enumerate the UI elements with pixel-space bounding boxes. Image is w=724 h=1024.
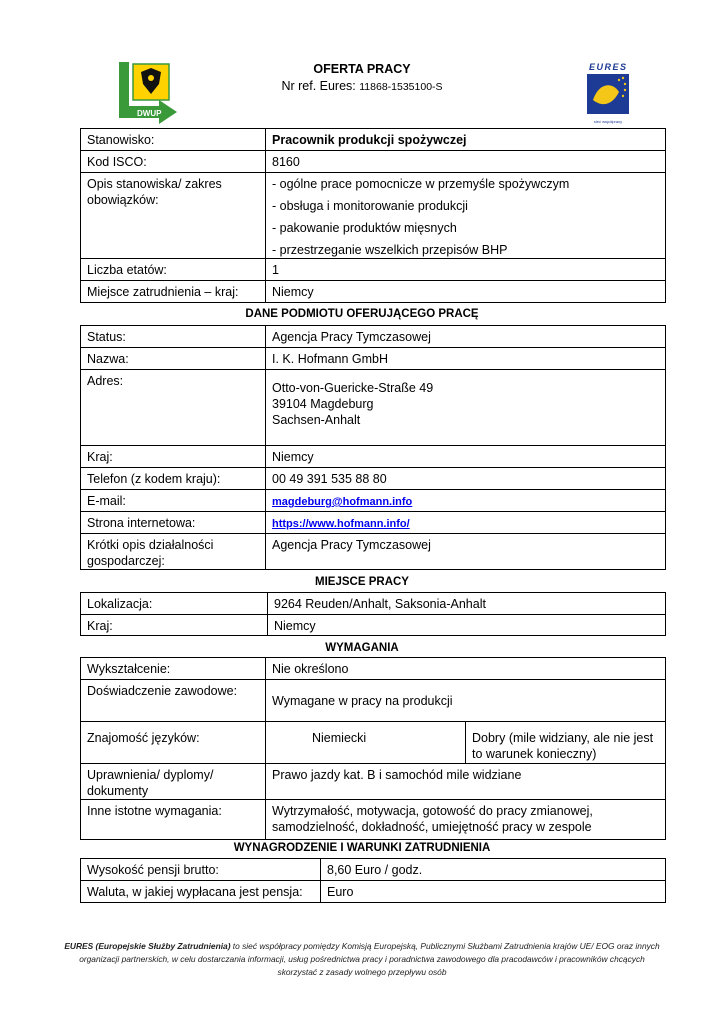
website-label: Strona internetowa:	[81, 512, 266, 534]
reference-value: 11868-1535100-S	[359, 81, 443, 93]
duty-item: - pakowanie produktów mięsnych	[272, 221, 457, 235]
description-label: Opis stanowiska/ zakres obowiązków:	[81, 173, 266, 259]
table-row	[81, 534, 666, 570]
experience-value: Wymagane w pracy na produkcji	[266, 680, 666, 722]
location-label: Lokalizacja:	[81, 593, 268, 615]
phone-label: Telefon (z kodem kraju):	[81, 468, 266, 490]
table-row	[81, 593, 666, 615]
workplace-table	[80, 592, 666, 636]
status-label: Status:	[81, 326, 266, 348]
isco-value: 8160	[266, 151, 666, 173]
employer-country-value: Niemcy	[266, 446, 666, 468]
salary-section-title: WYNAGRODZENIE I WARUNKI ZATRUDNIENIA	[233, 842, 491, 854]
table-row	[81, 129, 666, 151]
position-label: Stanowisko:	[81, 129, 266, 151]
website-cell	[266, 512, 666, 534]
other-requirements-value: Wytrzymałość, motywacja, gotowość do pracy zmianowej, samodzielność, dokładność, umiejętność pracy w zespole	[266, 800, 666, 840]
language-level: Dobry (mile widziany, ale nie jest to warunek konieczny)	[466, 722, 666, 764]
licenses-label: Uprawnienia/ dyplomy/ dokumenty	[81, 764, 266, 800]
table-row	[81, 722, 666, 764]
address-line: Sachsen-Anhalt	[272, 413, 361, 427]
currency-value: Euro	[321, 881, 666, 903]
employer-country-label: Kraj:	[81, 446, 266, 468]
gross-salary-label: Wysokość pensji brutto:	[81, 859, 321, 881]
reference-line	[0, 79, 724, 93]
workplace-section-title: MIEJSCE PRACY	[315, 576, 409, 588]
eures-logo-text: EURES	[589, 62, 628, 72]
education-value: Nie określono	[266, 658, 666, 680]
company-name-label: Nazwa:	[81, 348, 266, 370]
table-row	[81, 326, 666, 348]
table-row	[81, 512, 666, 534]
languages-label: Znajomość języków:	[81, 722, 266, 764]
other-requirements-label: Inne istotne wymagania:	[81, 800, 266, 840]
jobs-count-label: Liczba etatów:	[81, 259, 266, 281]
activity-label: Krótki opis działalności gospodarczej:	[81, 534, 266, 570]
website-link[interactable]: https://www.hofmann.info/	[272, 518, 410, 530]
address-line: 39104 Magdeburg	[272, 397, 374, 411]
reference-label: Nr ref. Eures:	[281, 79, 356, 93]
eures-logo-caption: sieć współpracy	[593, 119, 623, 124]
duties-list	[266, 173, 666, 259]
offer-title: OFERTA PRACY	[313, 62, 411, 76]
table-row	[81, 348, 666, 370]
table-row	[81, 281, 666, 303]
footer-note	[60, 940, 664, 979]
workplace-country-value: Niemcy	[266, 281, 666, 303]
status-value: Agencja Pracy Tymczasowej	[266, 326, 666, 348]
footer-bold: EURES (Europejskie Służby Zatrudnienia)	[64, 941, 231, 951]
table-row	[81, 680, 666, 722]
table-row	[81, 658, 666, 680]
table-row	[81, 859, 666, 881]
employer-table	[80, 325, 666, 570]
experience-label: Doświadczenie zawodowe:	[81, 680, 266, 722]
table-row	[81, 468, 666, 490]
activity-value: Agencja Pracy Tymczasowej	[266, 534, 666, 570]
duty-item: - obsługa i monitorowanie produkcji	[272, 199, 468, 213]
location-value: 9264 Reuden/Anhalt, Saksonia-Anhalt	[268, 593, 666, 615]
currency-label: Waluta, w jakiej wypłacana jest pensja:	[81, 881, 321, 903]
workplace-country-value-2: Niemcy	[268, 615, 666, 636]
workplace-country-label: Miejsce zatrudnienia – kraj:	[81, 281, 266, 303]
table-row	[81, 764, 666, 800]
email-cell	[266, 490, 666, 512]
table-row	[81, 615, 666, 636]
table-row	[81, 881, 666, 903]
email-label: E-mail:	[81, 490, 266, 512]
requirements-table	[80, 657, 666, 840]
duty-item: - ogólne prace pomocnicze w przemyśle spożywczym	[272, 177, 570, 191]
company-name-value: I. K. Hofmann GmbH	[266, 348, 666, 370]
employer-section-title: DANE PODMIOTU OFERUJĄCEGO PRACĘ	[245, 308, 479, 320]
phone-value: 00 49 391 535 88 80	[266, 468, 666, 490]
table-row	[81, 370, 666, 446]
language-name: Niemiecki	[266, 722, 466, 764]
table-row	[81, 259, 666, 281]
education-label: Wykształcenie:	[81, 658, 266, 680]
job-table	[80, 128, 666, 303]
address-label: Adres:	[81, 370, 266, 446]
dwup-logo-text: DWUP	[137, 109, 162, 118]
jobs-count-value: 1	[266, 259, 666, 281]
address-value	[266, 370, 666, 446]
table-row	[81, 446, 666, 468]
email-link[interactable]: magdeburg@hofmann.info	[272, 496, 413, 508]
table-row	[81, 490, 666, 512]
table-row	[81, 151, 666, 173]
address-line: Otto-von-Guericke-Straße 49	[272, 381, 434, 395]
position-value: Pracownik produkcji spożywczej	[266, 129, 666, 151]
gross-salary-value: 8,60 Euro / godz.	[321, 859, 666, 881]
duty-item: - przestrzeganie wszelkich przepisów BHP	[272, 243, 508, 257]
salary-table	[80, 858, 666, 903]
isco-label: Kod ISCO:	[81, 151, 266, 173]
table-row	[81, 173, 666, 259]
footer-text: to sieć współpracy pomiędzy Komisją Europejską, Publicznymi Służbami Zatrudnienia krajów UE/ EOG oraz innych organizacji partnerskich, w celu dostarczania informacji, usług pośrednictwa pracy i poradnictwa zawodowego dla pracodawców i pracowników chcących skorzystać z zasady wolnego przepływu osób	[79, 941, 660, 977]
licenses-value: Prawo jazdy kat. B i samochód mile widziane	[266, 764, 666, 800]
table-row	[81, 800, 666, 840]
requirements-section-title: WYMAGANIA	[325, 642, 399, 654]
workplace-country-label-2: Kraj:	[81, 615, 268, 636]
